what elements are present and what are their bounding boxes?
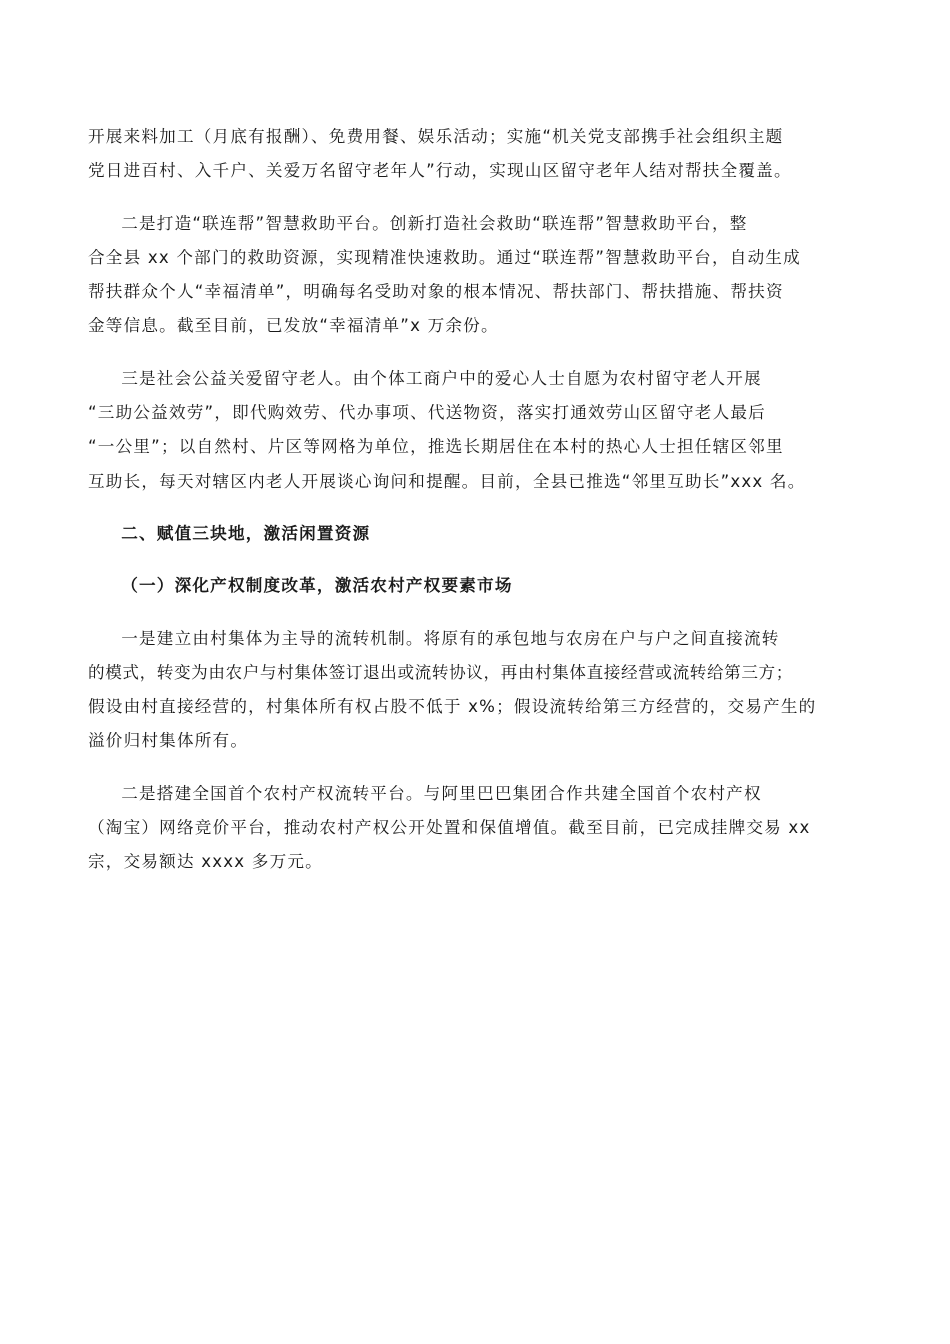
text-line: 假设由村直接经营的，村集体所有权占股不低于 x%；假设流转给第三方经营的，交易产生的 bbox=[88, 697, 817, 717]
paragraph-public-welfare bbox=[88, 362, 866, 499]
section-heading-text: 二、赋值三块地，激活闲置资源 bbox=[121, 523, 371, 543]
text-line: 金等信息。截至目前，已发放“幸福清单”x 万余份。 bbox=[88, 316, 499, 336]
document-page bbox=[88, 120, 866, 898]
text-line: （淘宝）网络竞价平台，推动农村产权公开处置和保值增值。截至目前，已完成挂牌交易 xx bbox=[88, 818, 811, 838]
text-line: 开展来料加工（月底有报酬）、免费用餐、娱乐活动；实施“机关党支部携手社会组织主题 bbox=[88, 127, 784, 146]
text-line: 二是打造“联连帮”智慧救助平台。创新打造社会救助“联连帮”智慧救助平台，整 bbox=[121, 213, 748, 233]
text-line: 溢价归村集体所有。 bbox=[88, 731, 249, 751]
text-line: 党日进百村、入千户、关爱万名留守老年人”行动，实现山区留守老年人结对帮扶全覆盖。 bbox=[88, 161, 792, 181]
subsection-heading-text: （一）深化产权制度改革，激活农村产权要素市场 bbox=[121, 576, 513, 596]
text-line: 合全县 xx 个部门的救助资源，实现精准快速救助。通过“联连帮”智慧救助平台，自动生成 bbox=[88, 247, 801, 267]
text-line: 二是搭建全国首个农村产权流转平台。与阿里巴巴集团合作共建全国首个农村产权 bbox=[121, 783, 762, 803]
paragraph-lianlianbang-platform bbox=[88, 207, 866, 344]
paragraph-rural-elderly-support bbox=[88, 120, 866, 189]
text-line: 宗，交易额达 xxxx 多万元。 bbox=[88, 852, 323, 872]
text-line: 的模式，转变为由农户与村集体签订退出或流转协议，再由村集体直接经营或流转给第三方； bbox=[88, 662, 793, 682]
text-line: “三助公益效劳”，即代购效劳、代办事项、代送物资，落实打通效劳山区留守老人最后 bbox=[88, 403, 766, 423]
text-line: 一是建立由村集体为主导的流转机制。将原有的承包地与农房在户与户之间直接流转 bbox=[121, 628, 780, 648]
subsection-heading bbox=[88, 569, 866, 603]
text-line: 互助长，每天对辖区内老人开展谈心询问和提醒。目前，全县已推选“邻里互助长”xxx 名。 bbox=[88, 471, 806, 491]
section-heading bbox=[88, 517, 866, 551]
paragraph-transfer-mechanism bbox=[88, 622, 866, 759]
paragraph-property-platform bbox=[88, 777, 866, 880]
text-line: “一公里”；以自然村、片区等网格为单位，推选长期居住在本村的热心人士担任辖区邻里 bbox=[88, 437, 784, 457]
text-line: 帮扶群众个人“幸福清单”，明确每名受助对象的根本情况、帮扶部门、帮扶措施、帮扶资 bbox=[88, 282, 784, 302]
text-line: 三是社会公益关爱留守老人。由个体工商户中的爱心人士自愿为农村留守老人开展 bbox=[121, 368, 762, 388]
